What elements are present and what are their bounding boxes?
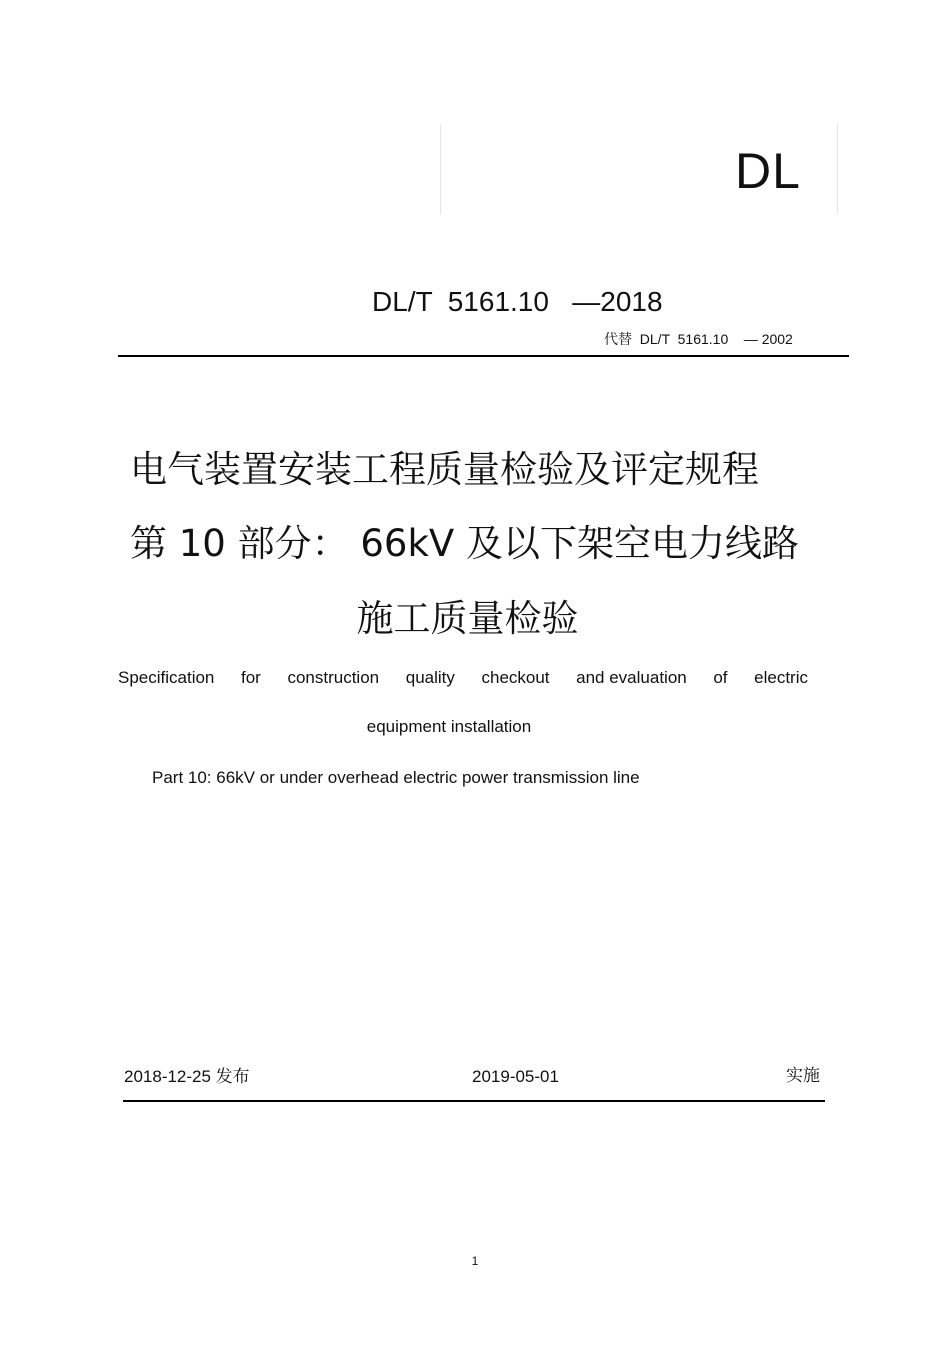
footer-divider xyxy=(123,1100,825,1102)
implement-label: 实施 xyxy=(786,1066,820,1086)
en-word: Specification xyxy=(118,668,215,687)
standard-number: DL/T 5161.10 —2018 xyxy=(372,286,663,317)
english-title-line-1 xyxy=(118,669,808,686)
decorative-vertical-rule-right xyxy=(837,124,838,214)
chinese-title-line-2: 第 10 部分： 66kV 及以下架空电力线路 xyxy=(130,522,799,565)
header-divider xyxy=(118,355,849,357)
publish-date: 2018-12-25 发布 xyxy=(124,1067,250,1086)
english-title-line-2: equipment installation xyxy=(366,717,532,736)
page-number: 1 xyxy=(471,1254,479,1268)
en-word: checkout xyxy=(481,668,550,687)
english-title-line-3: Part 10: 66kV or under overhead electric power transmission line xyxy=(152,768,640,787)
chinese-title-line-3: 施工质量检验 xyxy=(356,597,579,640)
en-word: and evaluation xyxy=(576,668,687,687)
en-word: quality xyxy=(405,668,455,687)
effective-date: 2019-05-01 xyxy=(472,1067,559,1086)
en-word: of xyxy=(713,668,728,687)
decorative-vertical-rule-left xyxy=(440,124,441,214)
dl-mark: DL xyxy=(735,143,801,199)
en-word: electric xyxy=(754,668,808,687)
en-word: for xyxy=(241,668,261,687)
replaces-standard: 代替 DL/T 5161.10 — 2002 xyxy=(604,331,793,347)
en-word: construction xyxy=(287,668,380,687)
chinese-title-line-1: 电气装置安装工程质量检验及评定规程 xyxy=(130,448,759,491)
